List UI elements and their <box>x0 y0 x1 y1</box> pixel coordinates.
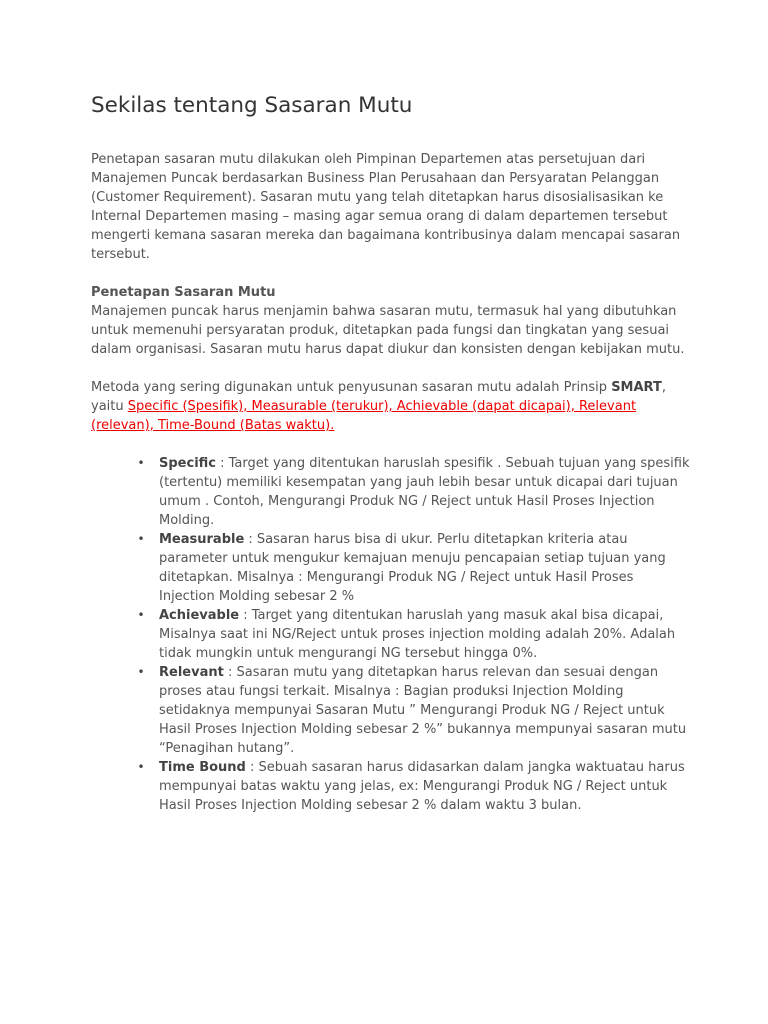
smart-definition-link[interactable]: Specific (Spesifik), Measurable (terukur), Achievable (dapat dicapai), Relevant (relevan), Time-Bound (Batas waktu). <box>91 399 637 433</box>
criteria-term: Achievable <box>159 608 240 623</box>
bullet-icon: • <box>137 665 145 679</box>
bullet-icon: • <box>137 608 145 622</box>
document-page <box>91 92 691 815</box>
criteria-description: : Target yang ditentukan haruslah yang masuk akal bisa dicapai, Misalnya saat ini NG/Reject untuk proses injection molding adalah 20%. Adalah tidak mungkin untuk mengurangi NG tersebut hingga 0%. <box>159 608 676 661</box>
list-item-measurable <box>91 530 691 606</box>
intro-paragraph: Penetapan sasaran mutu dilakukan oleh Pimpinan Departemen atas persetujuan dari Manajemen Puncak berdasarkan Business Plan Perusahaan dan Persyaratan Pelanggan (Customer Requirement). Sasaran mutu yang telah ditetapkan harus disosialisasikan ke Internal Departemen masing – masing agar semua orang di dalam departemen tersebut mengerti kemana sasaran mereka dan bagaimana kontribusinya dalam mencapai sasaran tersebut. <box>91 152 681 262</box>
criteria-term: Relevant <box>159 665 224 680</box>
page-title: Sekilas tentang Sasaran Mutu <box>91 93 413 118</box>
bullet-icon: • <box>137 532 145 546</box>
section-heading: Penetapan Sasaran Mutu <box>91 285 276 300</box>
bullet-icon: • <box>137 760 145 774</box>
list-item-achievable <box>91 606 691 663</box>
criteria-description: : Target yang ditentukan haruslah spesifik . Sebuah tujuan yang spesifik (tertentu) memiliki kesempatan yang jauh lebih besar untuk dicapai dari tujuan umum . Contoh, Mengurangi Produk NG / Reject untuk Hasil Proses Injection Molding. <box>159 456 690 528</box>
criteria-term: Time Bound <box>159 760 246 775</box>
list-item-time-bound <box>91 758 691 815</box>
section-penetapan <box>91 283 691 359</box>
method-paragraph <box>91 378 691 435</box>
criteria-term: Measurable <box>159 532 245 547</box>
method-text-middle: , yaitu <box>91 380 666 414</box>
criteria-term: Specific <box>159 456 216 471</box>
section-body: Manajemen puncak harus menjamin bahwa sasaran mutu, termasuk hal yang dibutuhkan untuk memenuhi persyaratan produk, ditetapkan pada fungsi dan tingkatan yang sesuai dalam organisasi. Sasaran mutu harus dapat diukur dan konsisten dengan kebijakan mutu. <box>91 304 685 357</box>
smart-criteria-list <box>91 454 691 815</box>
list-item-relevant <box>91 663 691 758</box>
method-text-before: Metoda yang sering digunakan untuk penyusunan sasaran mutu adalah Prinsip <box>91 380 612 395</box>
bullet-icon: • <box>137 456 145 470</box>
list-item-specific <box>91 454 691 530</box>
criteria-description: : Sasaran harus bisa di ukur. Perlu ditetapkan kriteria atau parameter untuk mengukur kemajuan menuju pencapaian setiap tujuan yang ditetapkan. Misalnya : Mengurangi Produk NG / Reject untuk Hasil Proses Injection Molding sebesar 2 % <box>159 532 666 604</box>
smart-keyword: SMART <box>611 380 662 395</box>
criteria-description: : Sasaran mutu yang ditetapkan harus relevan dan sesuai dengan proses atau fungsi terkait. Misalnya : Bagian produksi Injection Molding setidaknya mempunyai Sasaran Mutu ” Mengurangi Produk NG / Reject untuk Hasil Proses Injection Molding sebesar 2 %” bukannya mempunyai sasaran mutu “Penagihan hutang”. <box>159 665 687 756</box>
criteria-description: : Sebuah sasaran harus didasarkan dalam jangka waktuatau harus mempunyai batas waktu yang jelas, ex: Mengurangi Produk NG / Reject untuk Hasil Proses Injection Molding sebesar 2 % dalam waktu 3 bulan. <box>159 760 685 813</box>
